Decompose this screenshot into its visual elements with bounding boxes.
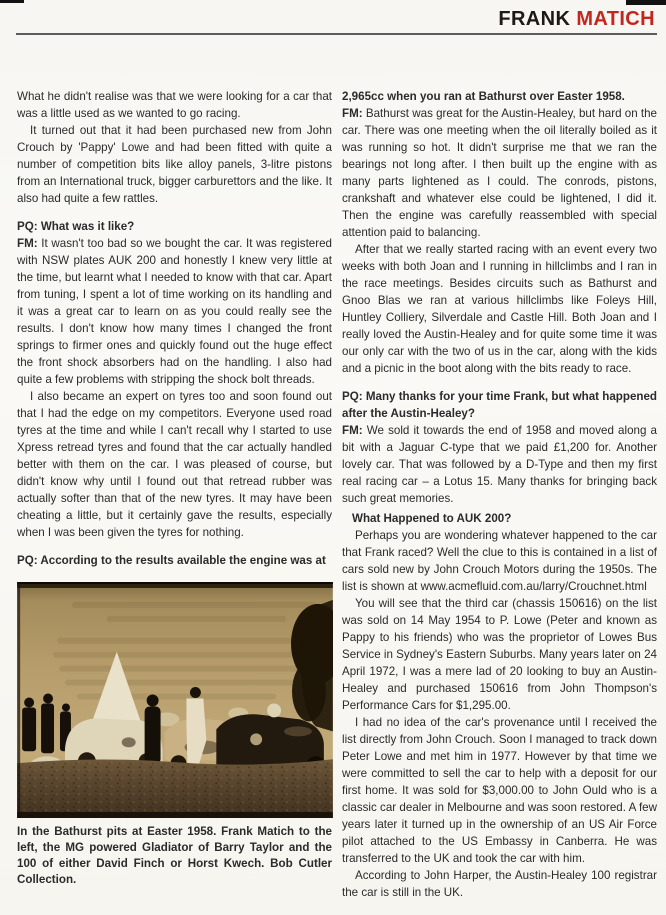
scan-artifact-left xyxy=(0,0,24,3)
answer-text: It wasn't too bad so we bought the car. It was registered with NSW plates AUK 200 and honestly I knew very little at the time, but learnt what I needed to know with that car. Apart from tuning, I spent a lot of time working on its handling and it was a great car to learn on as you could really see the results. I don't know how many times I changed the front springs to firmer ones and quickly found out the huge effect the front shock absorbers had on the handling. I also had quite a few problems with stripping the shock bolt threads. xyxy=(17,237,332,386)
paragraph-john-harper: According to John Harper, the Austin-Healey 100 registrar the car is still in the UK. xyxy=(342,869,657,899)
question-heading-what-was-it-like: PQ: What was it like? xyxy=(17,220,135,233)
header-rule xyxy=(16,33,657,35)
speaker-label-fm: FM: xyxy=(17,237,38,250)
speaker-label-fm: FM: xyxy=(342,107,363,120)
right-column xyxy=(342,88,657,901)
photo-caption: In the Bathurst pits at Easter 1958. Frank Matich to the left, the MG powered Gladiator of Barry Taylor and the 100 of either David Finch or Horst Kwech. Bob Cutler Collection. xyxy=(17,825,332,886)
paragraph-tyres: I also became an expert on tyres too and soon found out that I had the edge on my competitors. Everyone used road tyres at the time and while I can't recall why I started to use Xpress retread tyres and found that the car actually handled better with them on the car. I was pleased of course, but didn't know why until I found out that retread rubber was actually softer than that of the new tyres. It may have been cheating a little, but it certainly gave the results, especially when I was been given the tyres for nothing. xyxy=(17,390,332,539)
photo-top-border-dark xyxy=(17,582,333,584)
answer-text: Bathurst was great for the Austin-Healey, but hard on the car. There was one meeting when the oil literally boiled as it was running so hot. It didn't surprise me that we ran the bearings not long after. I then built up the engine with as many parts lightened as I could. The conrods, pistons, crankshaft and whatever else could be lightened, I did it. Then the engine was carefully reassembled with special attention paid to balancing. xyxy=(342,107,657,239)
page-header-title xyxy=(498,8,655,31)
bathurst-pits-photo xyxy=(17,582,333,818)
question-heading-engine-continued: 2,965cc when you ran at Bathurst over Easter 1958. xyxy=(342,90,625,103)
answer-paragraph-handling xyxy=(17,235,332,388)
photo-left-border xyxy=(17,582,20,818)
photo-ground-texture xyxy=(17,761,333,818)
paragraph-racing-every-two-weeks: After that we really started racing with an event every two weeks with both Joan and I running in hillclimbs and I ran in the race meetings. Besides circuits such as Bathurst and Gnoo Blas we ran at various hillclimbs like Foleys Hill, Huntley Colliery, Silverdale and Castle Hill. Both Joan and I really loved the Austin-Healey and for quite some time it was our only car with the two of us in the car, along with the kids and a picnic in the boot along with the bits ready to race. xyxy=(342,243,657,375)
speaker-label-fm: FM: xyxy=(342,424,363,437)
question-heading-many-thanks: PQ: Many thanks for your time Frank, but what happened after the Austin-Healey? xyxy=(342,390,658,420)
paragraph-provenance: I had no idea of the car's provenance until I received the list directly from John Crouch. Soon I managed to track down Peter Lowe and met him in 1977. However by that time we were committed to sell the car to help with a deposit for our first home. It was sold for $3,000.00 to John Ould who is a classic car dealer in Melbourne and was soon restored. A few years later it turned up in the ownership of an US Air Force pilot attached to the US Embassy in Canberra. He was transferred to the UK and took the car with him. xyxy=(342,716,657,865)
photo-bottom-border xyxy=(17,812,333,818)
answer-paragraph-bathurst xyxy=(342,105,657,241)
paragraph-intro: What he didn't realise was that we were looking for a car that was a little used as we wanted to go racing. xyxy=(17,90,332,120)
answer-paragraph-sold xyxy=(342,422,657,507)
header-title-matich: MATICH xyxy=(576,8,655,30)
paragraph-purchase: It turned out that it had been purchased new from John Crouch by 'Pappy' Lowe and had been fitted with quite a number of competition bits like alloy panels, 3-litre pistons from an International truck, bigger carburettors and the like. It also had quite a few rattles. xyxy=(17,124,332,205)
question-heading-engine: PQ: According to the results available the engine was at xyxy=(17,554,326,567)
article-body xyxy=(17,88,657,901)
paragraph-perhaps-wondering: Perhaps you are wondering whatever happened to the car that Frank raced? Well the clue to this is contained in a list of cars sold new by John Crouch Motors during the 1950s. The list is shown at www.acmefluid.com.au/larry/Crouchnet.html xyxy=(342,529,657,593)
left-column xyxy=(17,88,332,901)
scan-artifact-right xyxy=(626,0,666,5)
subheading-what-happened-auk200: What Happened to AUK 200? xyxy=(352,512,512,525)
header-title-frank: FRANK xyxy=(498,8,571,30)
answer-text: We sold it towards the end of 1958 and moved along a bit with a Jaguar C-type that we paid £1,200 for. Another lovely car. That was followed by a D-Type and then my first real racing car – a Lotus 15. Many thanks for bringing back such great memories. xyxy=(342,424,657,505)
photo-tree xyxy=(291,600,333,731)
paragraph-third-car-chassis: You will see that the third car (chassis 150616) on the list was sold on 14 May 1954 to P. Lowe (Peter and known as Pappy to his friends) who was the proprietor of Lowes Bus Service in Sydney's Eastern Suburbs. Many years later on 24 April 1972, I was a mere lad of 20 looking to buy an Austin-Healey and purchased 150616 from John Thompson's Performance Cars for $1,295.00. xyxy=(342,597,657,712)
